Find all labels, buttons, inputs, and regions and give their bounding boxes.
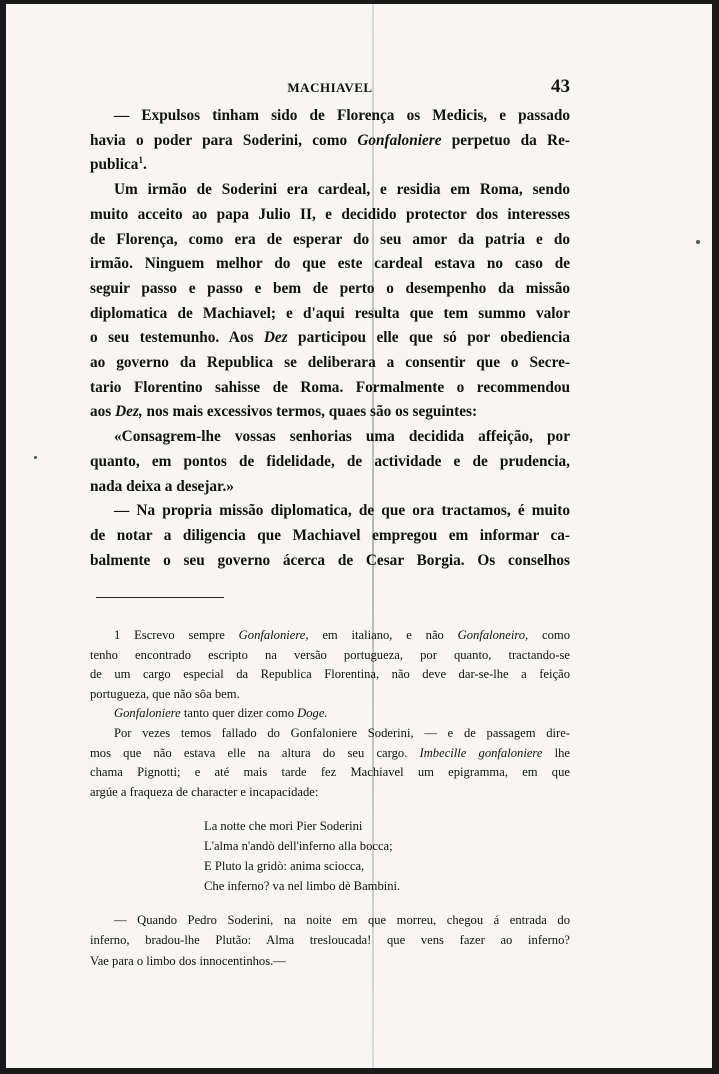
- quote-line: «Consagrem-lhe vossas senhorias uma decidida affeição, por: [114, 428, 570, 446]
- body-text: [90, 104, 570, 573]
- text-line: Um irmão de Soderini era cardeal, e residia em Roma, sendo: [114, 181, 570, 199]
- text-line: — Na propria missão diplomatica, de que ora tractamos, é muito: [114, 502, 570, 520]
- footnote: [90, 626, 570, 802]
- footnote-line: mos que não estava elle na altura do seu cargo. Imbecille gonfaloniere lhe: [90, 745, 570, 760]
- footnote-line: portugueza, que não sôa bem.: [90, 686, 240, 701]
- text-line: diplomatica de Machiavel; e d'aqui resulta que tem summo valor: [90, 304, 570, 322]
- footnote-line: Vae para o limbo dos innocentinhos.—: [90, 953, 286, 968]
- text-line: tario Florentino sahisse de Roma. Formalmente o recommendou: [90, 378, 570, 396]
- footnote-line: de um cargo especial da Republica Florentina, não deve dar-se-lhe a feição: [90, 667, 570, 682]
- footnote-line: Por vezes temos fallado do Gonfaloniere Soderini, — e de passagem dire-: [114, 725, 570, 740]
- running-title: MACHIAVEL: [287, 80, 373, 95]
- footnote-line: Gonfaloniere tanto quer dizer como Doge.: [114, 706, 328, 721]
- text-line: — Expulsos tinham sido de Florença os Medicis, e passado: [114, 107, 570, 124]
- text-line: balmente o seu governo ácerca de Cesar Borgia. Os conselhos: [90, 551, 570, 569]
- book-page: [6, 4, 712, 1068]
- text-line: o seu testemunho. Aos Dez participou elle que só por obediencia: [90, 329, 570, 347]
- poem-line: E Pluto la gridò: anima sciocca,: [204, 859, 365, 873]
- poem-line: La notte che mori Pier Soderini: [204, 819, 363, 833]
- poem-line: L'alma n'andò dell'inferno alla bocca;: [204, 839, 393, 853]
- text-line: seguir passo e passo e bem de perto o desempenho da missão: [90, 279, 570, 297]
- running-head: [90, 76, 570, 98]
- footnote-ref: 1: [138, 155, 143, 166]
- text-line: aos Dez, nos mais excessivos termos, quaes são os seguintes:: [90, 403, 478, 421]
- text-line: de notar a diligencia que Machiavel empregou em informar ca-: [90, 526, 570, 544]
- footnote-line: inferno, bradou-lhe Plutão: Alma tresloucada! que vens fazer ao inferno?: [90, 933, 570, 948]
- footnote-number: 1: [114, 628, 121, 642]
- footnote-line: chama Pignotti; e até mais tarde fez Machiavel um epigramma, em que: [90, 765, 570, 780]
- footnote-line: 1 Escrevo sempre Gonfaloniere, em italiano, e não Gonfaloneiro, como: [114, 628, 570, 642]
- text-line: irmão. Ninguem melhor do que este cardeal estava no caso de: [90, 255, 570, 273]
- quote-line: nada deixa a desejar.»: [90, 477, 234, 495]
- ink-speck: [34, 456, 37, 459]
- text-line: havia o poder para Soderini, como Gonfaloniere perpetuo da Re-: [90, 131, 570, 149]
- footnote-separator: [96, 597, 224, 598]
- footnote-line: tenho encontrado escripto na versão portugueza, por quanto, tractando-se: [90, 647, 570, 662]
- text-line: de Florença, como era de esperar do seu amor da patria e do: [90, 230, 570, 248]
- epigram: [204, 816, 464, 896]
- poem-line: Che inferno? va nel limbo dè Bambini.: [204, 879, 401, 893]
- footnote-line: argúe a fraqueza de character e incapacidade:: [90, 784, 319, 799]
- page-number: 43: [551, 76, 570, 97]
- text-line: ao governo da Republica se deliberara a consentir que o Secre-: [90, 354, 570, 372]
- epigram-translation: [90, 910, 570, 971]
- footnote-line: — Quando Pedro Soderini, na noite em que morreu, chegou á entrada do: [114, 913, 570, 927]
- text-line: publica$^1$.: [90, 155, 147, 174]
- ink-speck: [696, 240, 700, 244]
- text-line: muito acceito ao papa Julio II, e decidido protector dos interesses: [90, 205, 570, 223]
- quote-line: quanto, em pontos de fidelidade, de actividade e de prudencia,: [90, 452, 570, 470]
